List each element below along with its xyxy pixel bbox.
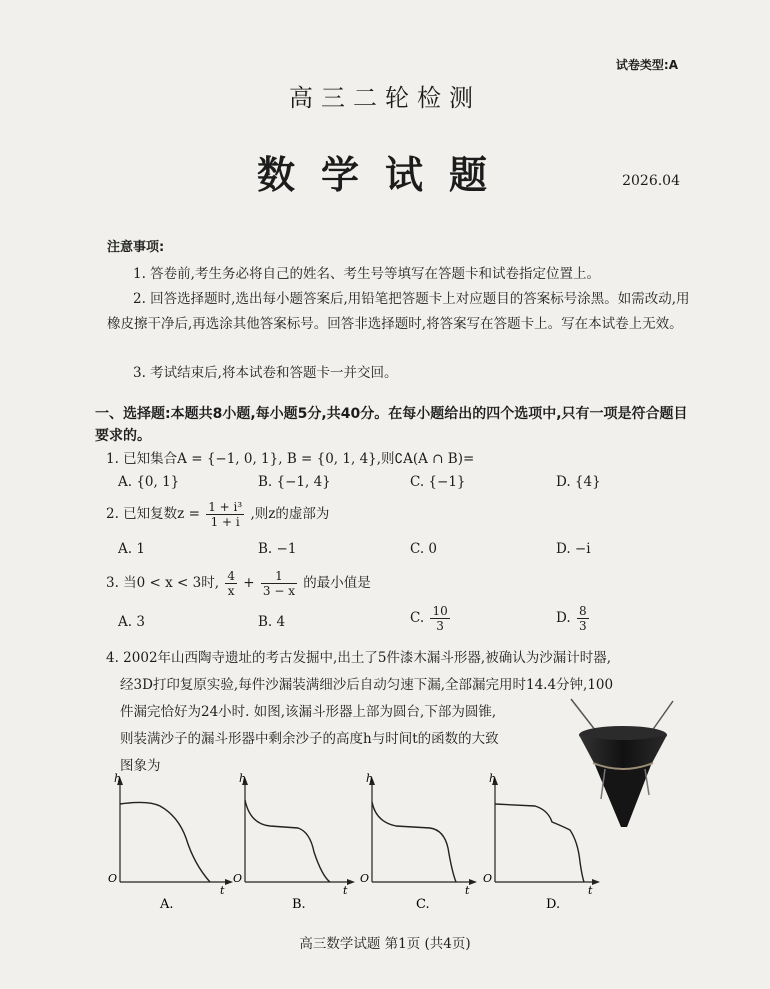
question-3-stem [106,569,371,598]
paper-type-label: 试卷类型:A [615,58,678,72]
q2-frac-numerator: 1 + i³ [208,500,243,514]
question-2-stem [106,500,329,529]
graph-d-x-arrow [592,879,600,885]
graph-b [233,772,355,912]
exam-subtitle: 高三二轮检测 [289,84,481,112]
q2-stem-prefix: 2. 已知复数z = [106,506,200,522]
q3-stem-suffix: 的最小值是 [303,575,371,591]
graph-a-t-label: t [220,884,225,897]
q2-option-c: C. 0 [410,541,438,557]
q4-stem-line: 经3D打印复原实验,每件沙漏装满细沙后自动匀速下漏,全部漏完用时14.4分钟,100 [120,677,614,693]
q3-option-d [556,604,591,633]
q4-stem-line: 4. 2002年山西陶寺遗址的考古发掘中,出土了5件漆木漏斗形器,被确认为沙漏计时器, [106,650,611,666]
q3-option-c [410,604,452,633]
graph-c-label: C. [416,897,430,912]
q1-option-c: C. {−1} [410,474,466,490]
q2-frac-denominator: 1 + i [210,515,240,529]
q4-stem-line: 件漏完恰好为24小时. 如图,该漏斗形器上部为圆台,下部为圆锥, [120,704,497,720]
graph-d-t-label: t [588,884,593,897]
q3-option-d-label: D. [556,610,571,626]
graph-a-h-label: h [114,772,122,785]
q1-option-b: B. {−1, 4} [258,474,331,490]
graph-d [483,772,600,912]
q4-stem-line: 图象为 [120,758,161,774]
note-item: 3. 考试结束后,将本试卷和答题卡一并交回。 [133,365,398,381]
q3-frac2-numerator: 1 [261,569,297,584]
graph-d-label: D. [546,897,561,912]
graph-d-curve [495,804,584,882]
q3-stem-prefix: 3. 当0 < x < 3时, [106,575,220,591]
q3-fraction-1 [225,569,237,598]
q3-option-c-numerator: 10 [432,604,448,618]
graph-c [360,772,477,912]
section-heading: 一、选择题:本题共8小题,每小题5分,共40分。在每小题给出的四个选项中,只有一项是符合题目要求的。 [95,406,688,444]
q3-option-c-denominator: 3 [436,619,444,633]
q3-option-d-fraction [577,604,589,633]
graph-d-h-label: h [489,772,497,785]
notes-heading: 注意事项: [107,240,165,255]
graph-c-curve [372,802,456,882]
graph-d-origin: O [483,872,493,885]
q4-graphs [100,772,620,917]
graph-a-curve [120,802,210,882]
graph-a [108,772,233,912]
exam-date: 2026.04 [622,173,680,189]
graph-a-x-arrow [225,879,233,885]
q3-option-a: A. 3 [118,614,145,630]
q2-option-b: B. −1 [258,541,297,557]
graph-c-origin: O [360,872,370,885]
exam-title: 数学试题 [256,152,513,197]
q3-frac1-numerator: 4 [227,569,235,583]
funnel-upper-frustum [579,735,667,769]
q3-plus: + [243,575,255,591]
q3-option-b: B. 4 [258,614,286,630]
graph-b-label: B. [292,897,306,912]
graph-b-x-arrow [347,879,355,885]
q3-option-d-numerator: 8 [578,604,587,618]
graph-c-t-label: t [465,884,470,897]
graph-c-x-arrow [469,879,477,885]
q2-stem-suffix: ,则z的虚部为 [250,506,330,522]
graph-b-t-label: t [343,884,348,897]
q3-option-d-denominator: 3 [578,619,587,633]
graph-b-origin: O [233,872,243,885]
q2-option-d: D. −i [556,541,591,557]
graph-a-origin: O [108,872,118,885]
q1-option-d: D. {4} [556,474,601,490]
note-item: 2. 回答选择题时,选出每小题答案后,用铅笔把答题卡上对应题目的答案标号涂黑。如需改动,用橡皮擦干净后,再选涂其他答案标号。回答非选择题时,将答案写在答题卡上。写在本试卷上无效。 [107,291,690,332]
page-footer: 高三数学试题 第1页 (共4页) [299,936,471,952]
graph-b-curve [245,800,330,882]
graph-b-h-label: h [239,772,247,785]
note-item: 1. 答卷前,考生务必将自己的姓名、考生号等填写在答题卡和试卷指定位置上。 [133,266,600,282]
q3-option-c-fraction [430,604,449,633]
q4-stem-line: 则装满沙子的漏斗形器中剩余沙子的高度h与时间t的函数的大致 [120,731,499,747]
graph-c-h-label: h [366,772,374,785]
graph-a-label: A. [160,897,174,912]
q3-frac2-denominator: 3 − x [262,584,295,598]
q3-option-c-label: C. [410,610,425,626]
q3-fraction-2 [261,569,297,598]
q2-fraction [206,500,244,529]
question-1-stem: 1. 已知集合A = {−1, 0, 1}, B = {0, 1, 4},则∁A(A ∩ B)= [106,451,475,467]
q2-option-a: A. 1 [118,541,145,557]
q3-frac1-denominator: x [227,584,235,598]
q1-option-a: A. {0, 1} [118,474,180,490]
